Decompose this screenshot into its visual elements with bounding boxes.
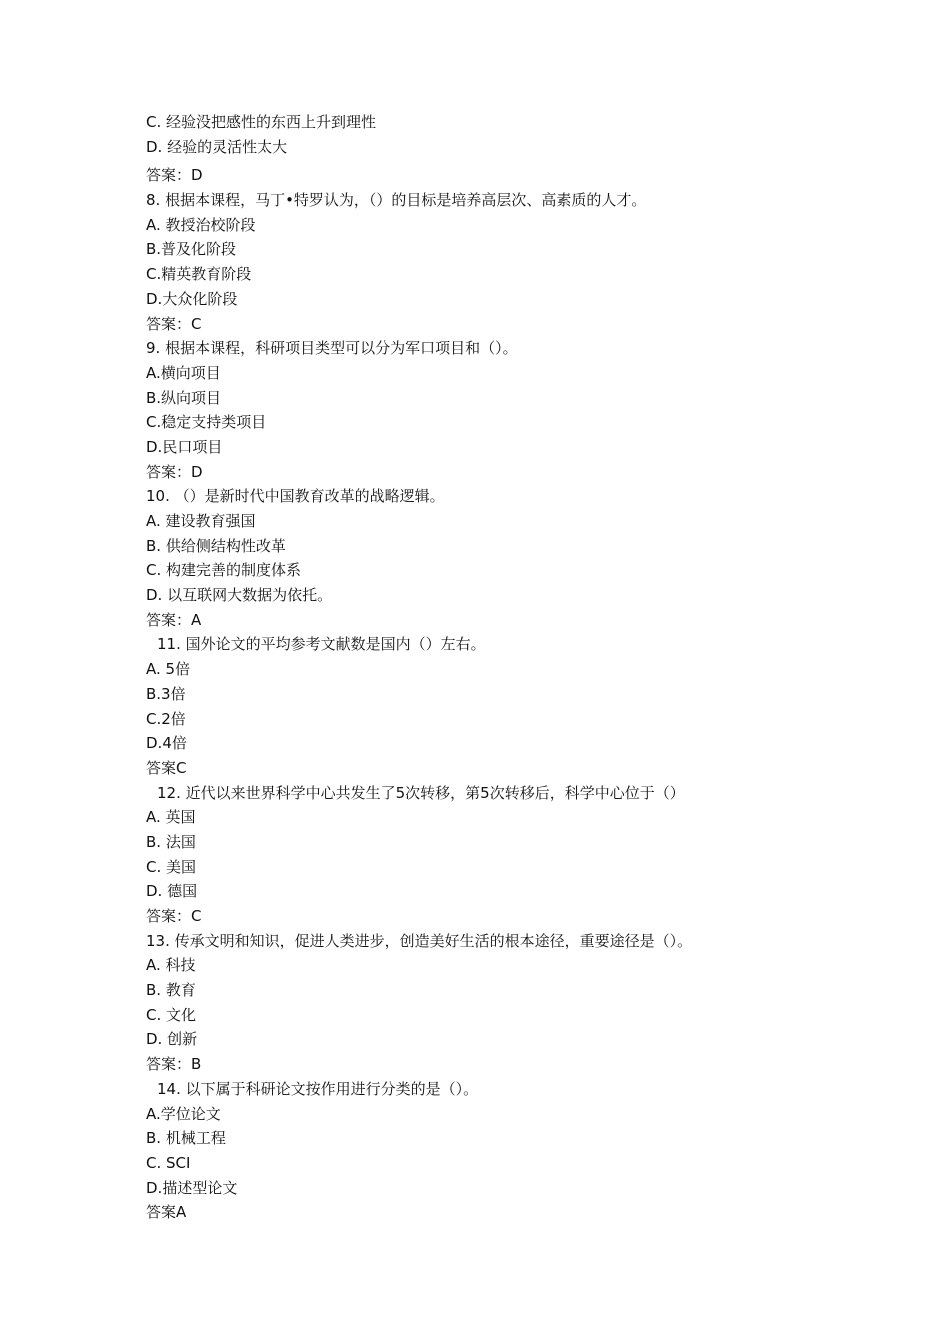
option-line: A. 建设教育强国 bbox=[146, 512, 256, 530]
option-line: D. 以互联网大数据为依托。 bbox=[146, 586, 333, 605]
question-line: 11. 国外论文的平均参考文献数是国内（）左右。 bbox=[157, 635, 486, 654]
question-line: 14. 以下属于科研论文按作用进行分类的是（）。 bbox=[157, 1079, 479, 1098]
answer-line: 答案：C bbox=[146, 314, 202, 333]
answer-line: 答案：A bbox=[146, 610, 202, 629]
option-line: B.3倍 bbox=[146, 684, 186, 703]
option-line: B. 机械工程 bbox=[146, 1129, 226, 1148]
question-line: 13. 传承文明和知识，促进人类进步，创造美好生活的根本途径，重要途径是（）。 bbox=[146, 931, 693, 950]
question-line: 9. 根据本课程，科研项目类型可以分为军口项目和（）。 bbox=[146, 339, 518, 358]
option-line: C.2倍 bbox=[146, 709, 186, 728]
option-line: A. 英国 bbox=[146, 808, 196, 827]
option-line: B.纵向项目 bbox=[146, 388, 222, 407]
option-line: C. 构建完善的制度体系 bbox=[146, 561, 302, 580]
option-line: C. 美国 bbox=[146, 857, 197, 876]
answer-line: 答案：D bbox=[146, 166, 203, 185]
option-line: A.横向项目 bbox=[146, 363, 221, 382]
option-line: D. 创新 bbox=[146, 1030, 198, 1049]
answer-line: 答案：B bbox=[146, 1055, 202, 1074]
question-line: 8. 根据本课程，马丁•特罗认为，（）的目标是培养高层次、高素质的人才。 bbox=[146, 191, 647, 210]
option-line: A. 5倍 bbox=[146, 660, 191, 679]
option-line: C.精英教育阶段 bbox=[146, 265, 252, 284]
option-line: D.大众化阶段 bbox=[146, 289, 238, 308]
option-line: A. 科技 bbox=[146, 956, 196, 975]
answer-line: 答案：C bbox=[146, 907, 202, 925]
question-line: 12. 近代以来世界科学中心共发生了5次转移，第5次转移后，科学中心位于（） bbox=[157, 783, 685, 802]
option-line: B. 教育 bbox=[146, 981, 196, 1000]
option-line: D.描述型论文 bbox=[146, 1178, 238, 1197]
option-line: A. 教授治校阶段 bbox=[146, 215, 256, 234]
option-line: B. 法国 bbox=[146, 832, 196, 851]
option-line: B. 供给侧结构性改革 bbox=[146, 536, 286, 555]
question-line: 10. （）是新时代中国教育改革的战略逻辑。 bbox=[146, 487, 445, 506]
text-line: C. 经验没把感性的东西上升到理性 bbox=[146, 113, 377, 131]
document-body bbox=[146, 110, 826, 1225]
text-line: D. 经验的灵活性太大 bbox=[146, 137, 288, 156]
option-line: C. SCI bbox=[146, 1153, 191, 1172]
option-line: C. 文化 bbox=[146, 1005, 197, 1024]
option-line: A.学位论文 bbox=[146, 1104, 221, 1123]
option-line: D.民口项目 bbox=[146, 437, 223, 456]
option-line: B.普及化阶段 bbox=[146, 240, 237, 259]
answer-line: 答案：D bbox=[146, 462, 203, 481]
answer-line: 答案C bbox=[146, 758, 187, 777]
option-line: D.4倍 bbox=[146, 734, 187, 753]
option-line: D. 德国 bbox=[146, 882, 198, 901]
option-line: C.稳定支持类项目 bbox=[146, 413, 267, 432]
answer-line: 答案A bbox=[146, 1203, 187, 1222]
